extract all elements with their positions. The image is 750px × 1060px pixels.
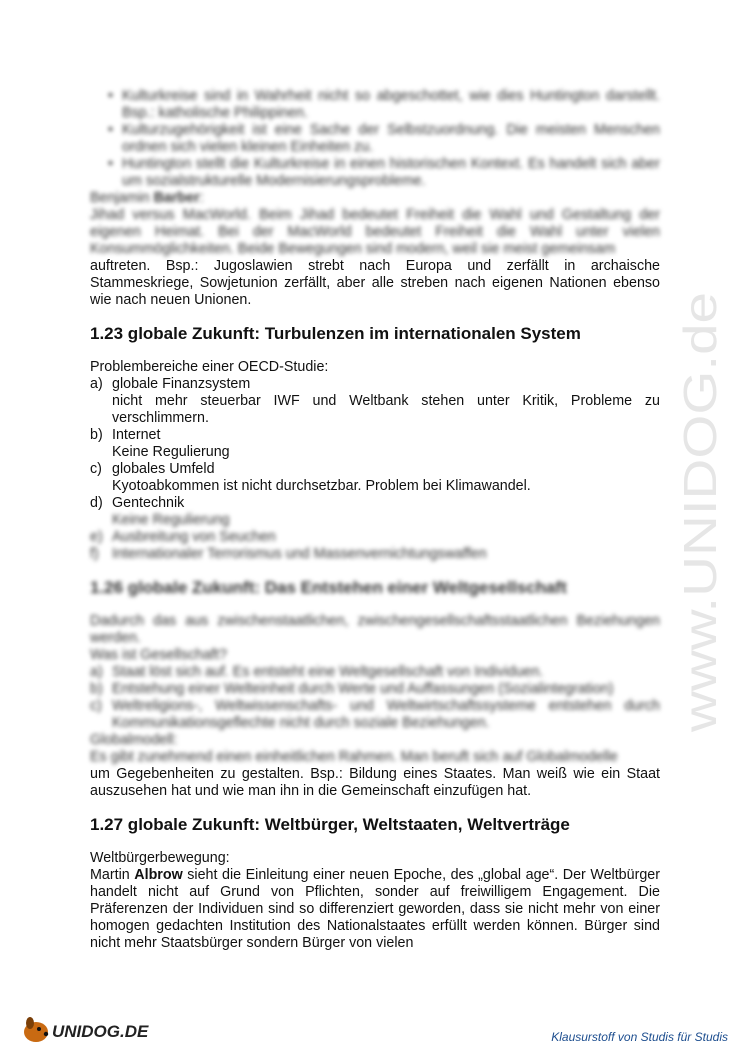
section-heading-1-27: 1.27 globale Zukunft: Weltbürger, Weltstaaten, Weltverträge (90, 815, 570, 834)
list-item: a) Staat löst sich auf. Es entsteht eine Weltgesellschaft von Individuen. (90, 664, 544, 680)
section-intro: Weltbürgerbewegung: (90, 850, 230, 866)
list-item: e) Ausbreitung von Seuchen (90, 529, 276, 545)
bullet-item: • Huntington stellt die Kulturkreise in einen historischen Kontext. Es handelt sich aber um sozialstrukturelle Modernisierungsprobleme. (90, 156, 660, 190)
section-intro: Dadurch das aus zwischenstaatlichen, zwischengesellschaftsstaatlichen Beziehungen werden. (90, 613, 660, 646)
list-item: c) globales Umfeld (90, 461, 215, 477)
footer-tagline: Klausurstoff von Studis für Studis (551, 1030, 728, 1044)
list-item-detail: nicht mehr steuerbar IWF und Weltbank stehen unter Kritik, Probleme zu verschlimmern. (112, 393, 660, 426)
logo-text: UNIDOG.DE (52, 1022, 149, 1041)
model-text: um Gegebenheiten zu gestalten. Bsp.: Bildung eines Staates. Man weiß wie ein Staat auszusehen hat und wie man ihn in die Gemeinschaft einzufügen hat. (90, 766, 660, 799)
bullet-item: • Kulturzugehörigkeit ist eine Sache der Selbstzuordnung. Die meisten Menschen ordnen sich vielen kleinen Einheiten zu. (90, 122, 660, 156)
list-item: d) Gentechnik (90, 495, 185, 511)
list-item: c) Weltreligions-, Weltwissenschafts- und Weltwirtschaftssysteme entstehen durch Kommunikationsgeflechte nicht durch soziale Beziehungen. (90, 698, 660, 731)
watermark-label: www.UNIDOG.de (674, 374, 726, 732)
oecd-list (90, 376, 660, 563)
blurred-list-tail (90, 512, 660, 563)
footer-logo[interactable] (18, 1010, 158, 1046)
list-item: b) Internet (90, 427, 161, 443)
dog-logo-icon (24, 1017, 48, 1042)
blurred-top-block (90, 88, 660, 258)
list-item-detail: Keine Regulierung (112, 444, 230, 460)
section-heading-1-23: 1.23 globale Zukunft: Turbulenzen im internationalen System (90, 324, 581, 343)
model-label: Globalmodell: (90, 732, 178, 748)
blurred-section-1-26 (90, 563, 660, 766)
section-heading-1-26: 1.26 globale Zukunft: Das Entstehen einer Weltgesellschaft (90, 578, 567, 597)
list-item: f) Internationaler Terrorismus und Massenvernichtungswaffen (90, 546, 487, 562)
clear-intro-text: auftreten. Bsp.: Jugoslawien strebt nach Europa und zerfällt in archaische Stammeskriege, Sowjetunion zerfällt, aber alle streben nach eigenen Nationen ebenso wie nach neuen Unionen. (90, 258, 660, 308)
bullet-item: • Kulturkreise sind in Wahrheit nicht so abgeschottet, wie dies Huntington darstellt. Bsp.: katholische Philippinen. (90, 88, 660, 122)
section-intro: Problembereiche einer OECD-Studie: (90, 359, 329, 375)
list-item-detail: Keine Regulierung (112, 512, 230, 528)
barber-label: Benjamin Barber: (90, 190, 204, 206)
list-item: b) Entstehung einer Welteinheit durch Werte und Auffassungen (Sozialintegration) (90, 681, 614, 697)
document-page (90, 88, 660, 952)
barber-text: Jihad versus MacWorld. Beim Jihad bedeutet Freiheit die Wahl und Gestaltung der eigenen Heimat. Bei der MacWorld bedeutet Freiheit die Wahl unter vielen Konsummöglichkeiten. Beide Bewegungen sind modern, weil sie meist gemeinsam (90, 207, 660, 257)
watermark-text (672, 280, 732, 740)
list-item: a) globale Finanzsystem (90, 376, 251, 392)
section-question: Was ist Gesellschaft? (90, 647, 227, 663)
list-item-detail: Kyotoabkommen ist nicht durchsetzbar. Problem bei Klimawandel. (112, 478, 531, 494)
albrow-paragraph: Martin Albrow sieht die Einleitung einer neuen Epoche, des „global age“. Der Weltbürger handelt nicht auf Grund von Pflichten, sonder auf freiwilligem Engagement. Die Präferenzen der Individuen sind so differenziert geworden, dass sie nicht mehr von einer homogen gedachten Institution des Nationalstaates erfüllt werden können. Bürger sind nicht mehr Staatsbürger sondern Bürger von vielen (90, 867, 660, 951)
model-text-blurred: Es gibt zunehmend einen einheitlichen Rahmen. Man beruft sich auf Globalmodelle (90, 749, 618, 765)
